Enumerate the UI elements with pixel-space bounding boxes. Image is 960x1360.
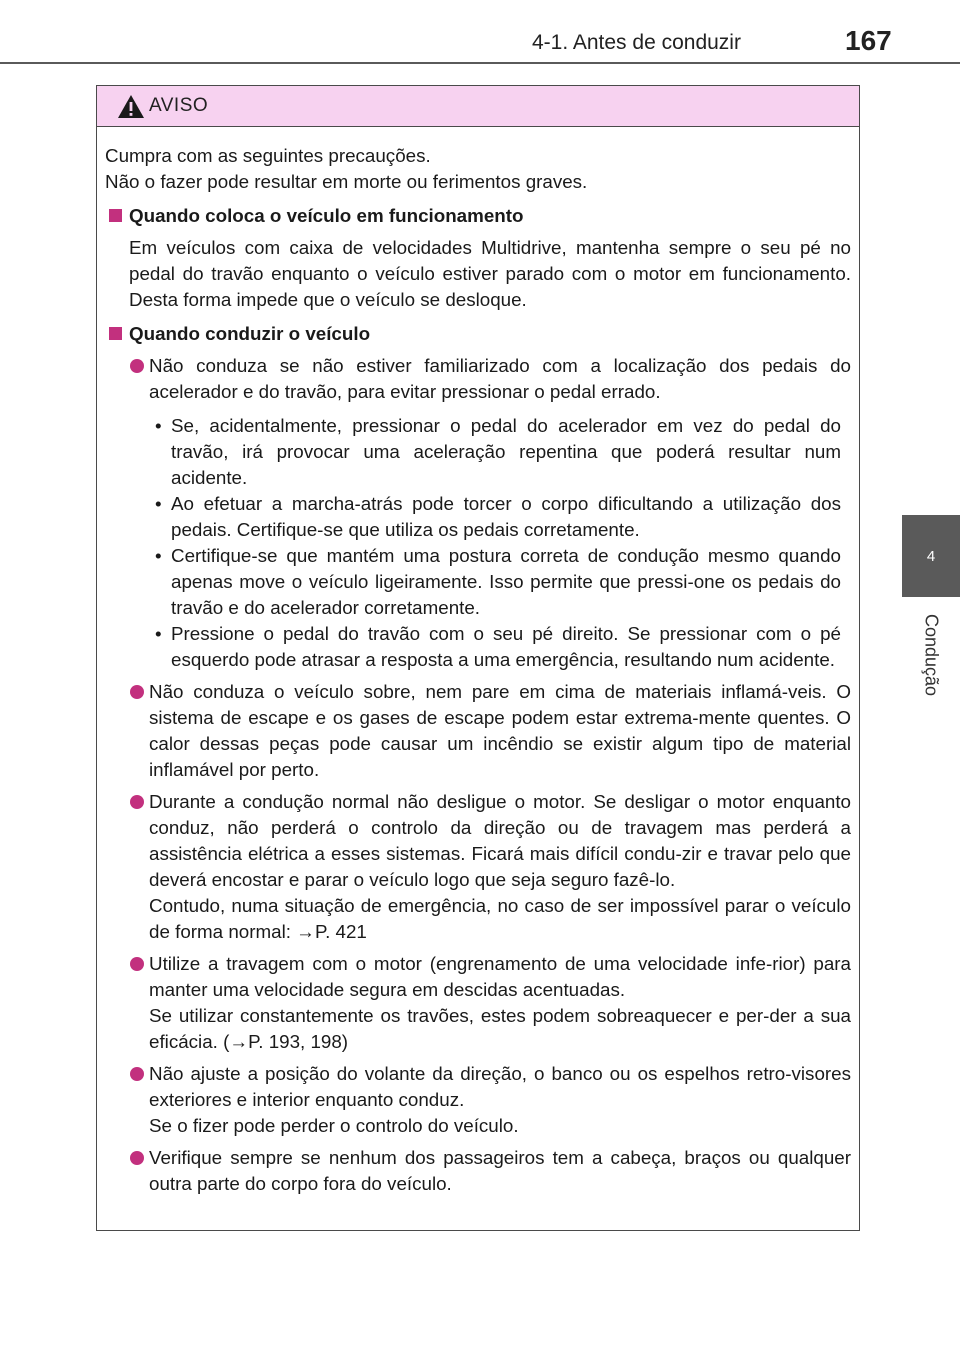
list-item <box>105 951 851 1055</box>
section-heading-text: Quando coloca o veículo em funcionamento <box>129 205 524 226</box>
circle-bullet-icon <box>130 795 144 809</box>
section-heading <box>105 203 851 229</box>
list-item-text: Contudo, numa situação de emergência, no caso de ser impossível parar o veículo de forma normal: →P. 421 <box>149 895 851 942</box>
square-bullet-icon <box>109 209 122 222</box>
chapter-number: 4 <box>926 548 936 565</box>
warning-triangle-icon <box>117 94 145 119</box>
sub-bullet-item: • Certifique-se que mantém uma postura correta de condução mesmo quando apenas move o veículo ligeiramente. Isso permite que pressi-one os pedais do travão e do acelerador corretamente. <box>105 543 851 621</box>
page-number: 167 <box>845 25 892 56</box>
list-item <box>105 679 851 783</box>
section-paragraph: Em veículos com caixa de velocidades Multidrive, mantenha sempre o seu pé no pedal do travão enquanto o veículo estiver parado com o motor em funcionamento. Desta forma impede que o veículo se desloque. <box>129 237 851 310</box>
section-title: 4-1. Antes de conduzir <box>532 31 741 54</box>
warning-body <box>97 127 859 1197</box>
list-item <box>105 789 851 945</box>
list-item-text: Durante a condução normal não desligue o motor. Se desligar o motor enquanto conduz, não perderá o controlo da direção ou de travagem mas perderá a assistência elétrica a esses sistemas. Ficará mais difícil condu-zir e travar pelo que deverá encostar e parar o veículo logo que seja seguro fazê-lo. <box>149 791 851 890</box>
warning-box <box>96 85 860 1231</box>
circle-bullet-icon <box>130 1151 144 1165</box>
circle-bullet-icon <box>130 685 144 699</box>
list-item-text: Se o fizer pode perder o controlo do veículo. <box>149 1115 519 1136</box>
list-item <box>105 1061 851 1139</box>
sub-bullet-item: • Se, acidentalmente, pressionar o pedal do acelerador em vez do pedal do travão, irá provocar uma aceleração repentina que poderá resultar num acidente. <box>105 413 851 491</box>
warning-title: AVISO <box>149 95 209 116</box>
list-item <box>105 353 851 405</box>
list-item-text: Não ajuste a posição do volante da direção, o banco ou os espelhos retro-visores exteriores e interior enquanto conduz. <box>149 1063 851 1110</box>
square-bullet-icon <box>109 327 122 340</box>
circle-bullet-icon <box>130 957 144 971</box>
chapter-label: Condução <box>921 613 942 697</box>
sub-bullet-item: • Pressione o pedal do travão com o seu pé direito. Se pressionar com o pé esquerdo pode atrasar a resposta a uma emergência, resultando num acidente. <box>105 621 851 673</box>
section-heading-text: Quando conduzir o veículo <box>129 323 371 344</box>
circle-bullet-icon <box>130 359 144 373</box>
chapter-tab <box>902 515 960 597</box>
header-rule <box>0 62 960 64</box>
list-item <box>105 1145 851 1197</box>
section-heading <box>105 321 851 347</box>
intro-line: Cumpra com as seguintes precauções. <box>105 145 431 166</box>
intro-line: Não o fazer pode resultar em morte ou ferimentos graves. <box>105 171 588 192</box>
list-item-text: Utilize a travagem com o motor (engrenamento de uma velocidade infe-rior) para manter uma velocidade segura em descidas acentuadas. <box>149 953 851 1000</box>
list-item-text: Não conduza o veículo sobre, nem pare em cima de materiais inflamá-veis. O sistema de escape e os gases de escape podem estar extrema-mente quentes. O calor dessas peças pode causar um incêndio se existir algum tipo de material inflamável por perto. <box>149 681 851 780</box>
warning-header <box>97 86 859 127</box>
list-item-text: Não conduza se não estiver familiarizado com a localização dos pedais do acelerador e do travão, para evitar pressionar o pedal errado. <box>149 355 851 402</box>
circle-bullet-icon <box>130 1067 144 1081</box>
list-item-text: Se utilizar constantemente os travões, estes podem sobreaquecer e per-der a sua eficácia. (→P. 193, 198) <box>149 1005 851 1052</box>
sub-bullet-item: • Ao efetuar a marcha-atrás pode torcer o corpo dificultando a utilização dos pedais. Certifique-se que utiliza os pedais corretamente. <box>105 491 851 543</box>
sub-bullet-list <box>105 413 851 673</box>
warning-intro <box>105 143 851 195</box>
list-item-text: Verifique sempre se nenhum dos passageiros tem a cabeça, braços ou qualquer outra parte do corpo fora do veículo. <box>149 1147 851 1194</box>
